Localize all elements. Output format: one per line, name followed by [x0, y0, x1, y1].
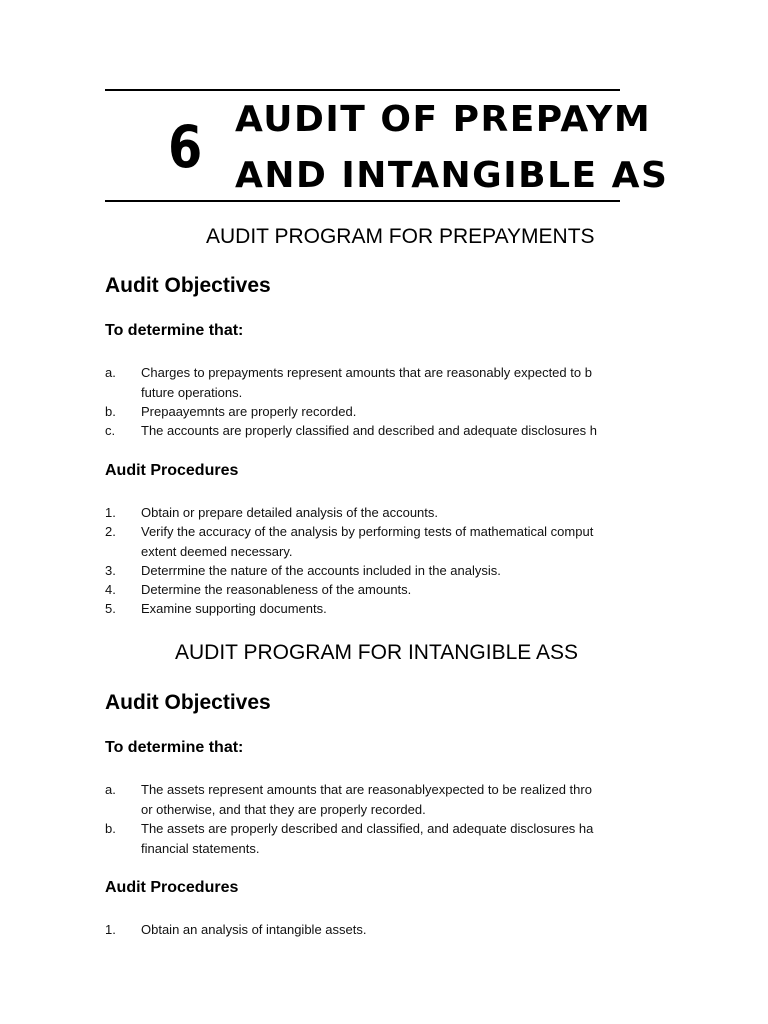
- list-marker: 3.: [105, 563, 116, 578]
- list-marker: a.: [105, 782, 116, 797]
- list-text: Prepaayemnts are properly recorded.: [141, 404, 357, 419]
- list-text: Determine the reasonableness of the amounts.: [141, 582, 412, 597]
- list-marker: 1.: [105, 922, 116, 937]
- list-text: The assets represent amounts that are reasonablyexpected to be realized thro: [141, 782, 592, 797]
- list-text: The accounts are properly classified and described and adequate disclosures h: [141, 423, 597, 438]
- list-text: Obtain an analysis of intangible assets.: [141, 922, 367, 937]
- program-title-prepayments: AUDIT PROGRAM FOR PREPAYMENTS: [206, 225, 595, 248]
- list-text: Obtain or prepare detailed analysis of the accounts.: [141, 505, 439, 520]
- list-marker: 5.: [105, 601, 116, 616]
- determine-heading: To determine that:: [105, 322, 244, 339]
- determine-heading: To determine that:: [105, 739, 244, 756]
- list-marker: 4.: [105, 582, 116, 597]
- list-text-continued: future operations.: [141, 384, 243, 400]
- chapter-title-line-2: AND INTANGIBLE AS: [235, 155, 669, 196]
- list-text-continued: financial statements.: [141, 840, 260, 856]
- list-text: Examine supporting documents.: [141, 601, 327, 616]
- list-marker: a.: [105, 365, 116, 380]
- list-text: Verify the accuracy of the analysis by performing tests of mathematical comput: [141, 524, 594, 539]
- list-marker: 2.: [105, 524, 116, 539]
- list-marker: b.: [105, 821, 116, 836]
- top-rule: [105, 89, 620, 91]
- objectives-heading: Audit Objectives: [105, 274, 271, 297]
- list-text: Charges to prepayments represent amounts that are reasonably expected to b: [141, 365, 592, 380]
- program-title-intangible-assets: AUDIT PROGRAM FOR INTANGIBLE ASS: [175, 641, 578, 664]
- procedures-heading: Audit Procedures: [105, 879, 239, 896]
- chapter-title-line-1: AUDIT OF PREPAYM: [235, 99, 652, 140]
- bottom-rule: [105, 200, 620, 202]
- procedures-heading: Audit Procedures: [105, 462, 239, 479]
- list-marker: 1.: [105, 505, 116, 520]
- list-text-continued: or otherwise, and that they are properly recorded.: [141, 801, 426, 817]
- list-text: The assets are properly described and classified, and adequate disclosures ha: [141, 821, 594, 836]
- list-text-continued: extent deemed necessary.: [141, 543, 293, 559]
- list-text: Deterrmine the nature of the accounts included in the analysis.: [141, 563, 501, 578]
- list-marker: c.: [105, 423, 116, 438]
- objectives-heading: Audit Objectives: [105, 691, 271, 714]
- list-marker: b.: [105, 404, 116, 419]
- chapter-number: 6: [168, 113, 203, 181]
